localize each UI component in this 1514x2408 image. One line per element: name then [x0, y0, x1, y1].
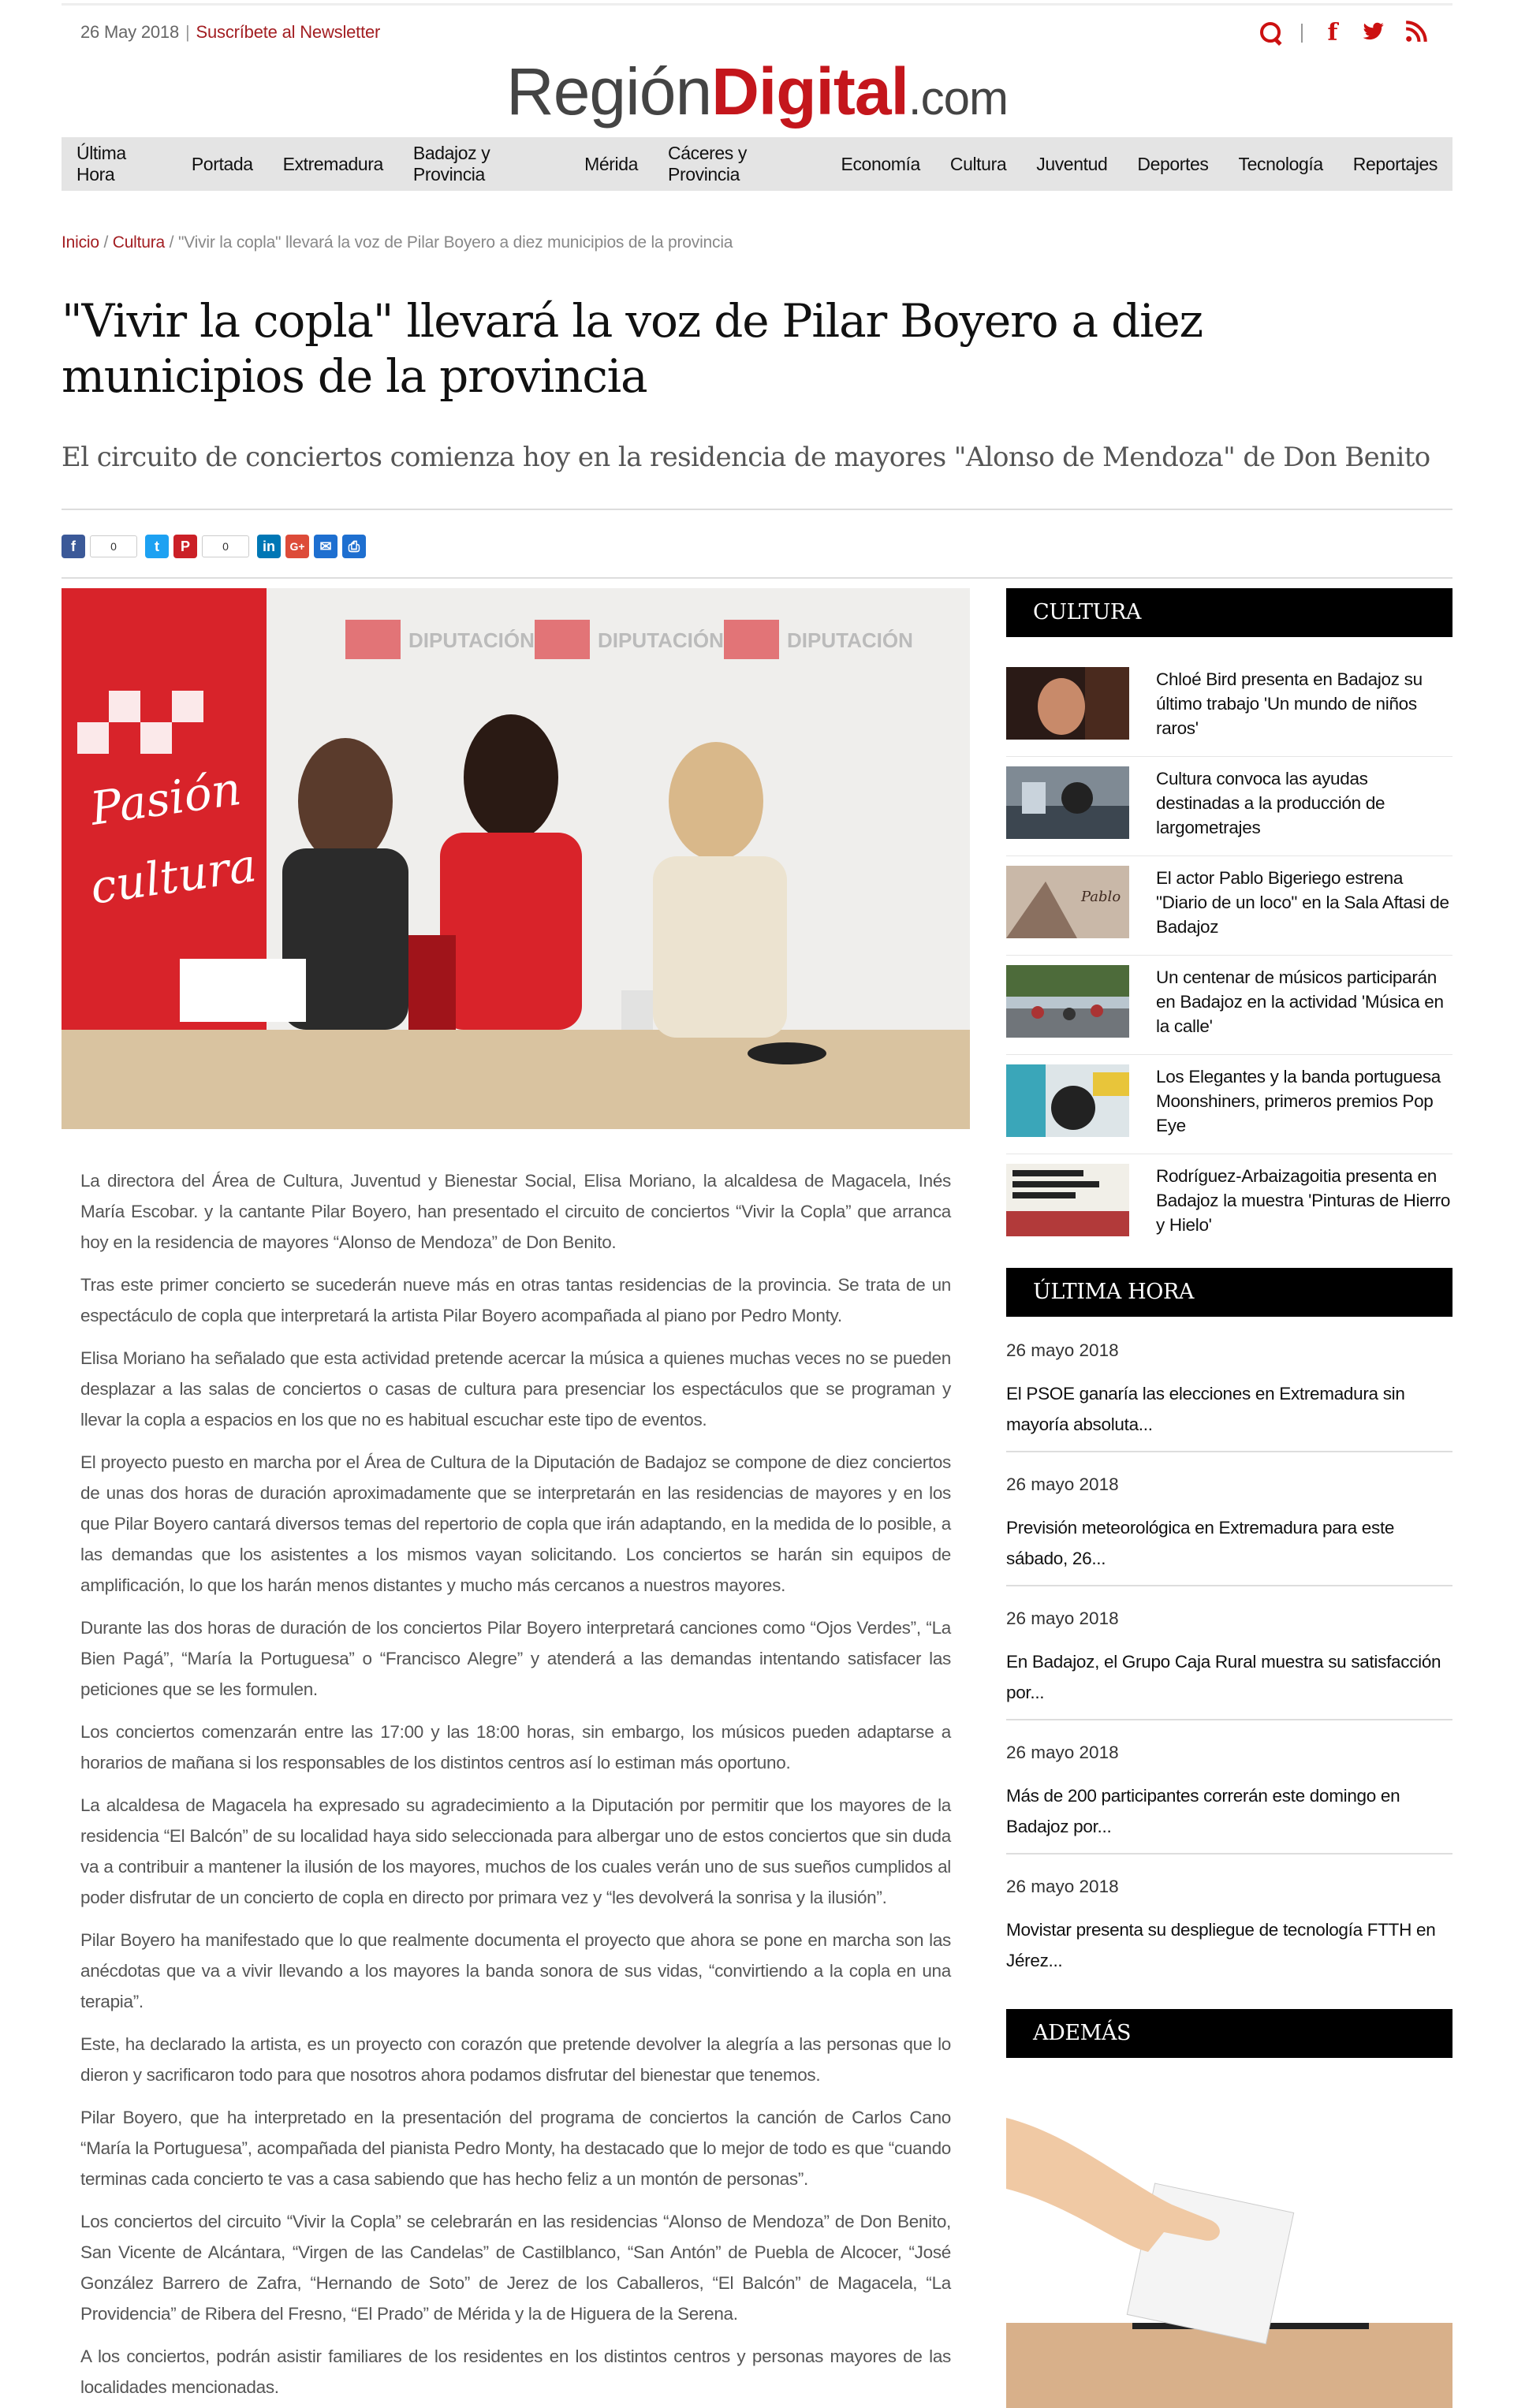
- ultima-hora-title[interactable]: El PSOE ganaría las elecciones en Extremadura sin mayoría absoluta...: [1006, 1384, 1405, 1434]
- svg-text:DIPUTACIÓN: DIPUTACIÓN: [598, 628, 724, 652]
- ultima-hora-item[interactable]: [1006, 1877, 1452, 1987]
- article-paragraph: Tras este primer concierto se sucederán nueve más en otras tantas residencias de la provincia. Se trata de un espectáculo de copla que interpretará la artista Pilar Boyero acompañada al piano por Pedro Monty.: [80, 1275, 951, 1325]
- nav-item-extremadura[interactable]: Extremadura: [282, 153, 383, 174]
- nav-item-portada[interactable]: Portada: [191, 153, 253, 174]
- top-icons: [1259, 21, 1430, 46]
- article-paragraph: Pilar Boyero ha manifestado que lo que realmente documenta el proyecto que ahora se pone en marcha son las anécdotas que va a vivir llevando a los mayores la banda sonora de sus vidas, “convirtiendo a la copla en una terapia”.: [80, 1930, 951, 2011]
- nav-item-juventud[interactable]: Juventud: [1036, 153, 1108, 174]
- article-paragraph: Este, ha declarado la artista, es un proyecto con corazón que pretende devolver la alegría a las personas que lo dieron y sacrificaron todo para que nosotros ahora podamos disfrutar del bienestar que tenemos.: [80, 2034, 951, 2085]
- share-bar: [62, 535, 366, 558]
- cultura-thumbnail[interactable]: [1006, 1064, 1129, 1137]
- newsletter-link[interactable]: Suscríbete al Newsletter: [196, 22, 381, 42]
- divider: [62, 577, 1452, 579]
- svg-text:Pasión: Pasión: [87, 761, 244, 836]
- article-photo: [62, 588, 970, 1129]
- facebook-share-count: 0: [90, 535, 137, 557]
- linkedin-share-icon[interactable]: in: [257, 535, 281, 558]
- article-subtitle: El circuito de conciertos comienza hoy en la residencia de mayores "Alonso de Mendoza" de Don Benito: [62, 442, 1430, 473]
- divider: [62, 509, 1452, 510]
- article-paragraph: Los conciertos comenzarán entre las 17:00 y las 18:00 horas, sin embargo, los músicos pueden adaptarse a horarios de mañana si los responsables de los distintos centros así lo estiman más oportuno.: [80, 1722, 951, 1772]
- cultura-item-title[interactable]: Los Elegantes y la banda portuguesa Moonshiners, primeros premios Pop Eye: [1156, 1067, 1441, 1135]
- ultima-hora-title[interactable]: Movistar presenta su despliegue de tecnología FTTH en Jérez...: [1006, 1920, 1436, 1970]
- cultura-thumbnail[interactable]: [1006, 1164, 1129, 1236]
- ultima-hora-date: 26 mayo 2018: [1006, 1474, 1119, 1494]
- facebook-share-icon[interactable]: f: [62, 535, 85, 558]
- ultima-hora-date: 26 mayo 2018: [1006, 1608, 1119, 1628]
- cultura-item-title[interactable]: El actor Pablo Bigeriego estrena "Diario de un loco" en la Sala Aftasi de Badajoz: [1156, 868, 1449, 937]
- cultura-thumbnail[interactable]: [1006, 667, 1129, 740]
- article-paragraph: La directora del Área de Cultura, Juventud y Bienestar Social, Elisa Moriano, la alcaldesa de Magacela, Inés María Escobar. y la cantante Pilar Boyero, han presentado el circuito de conciertos “Vivir la Copla” que arranca hoy en la residencia de mayores “Alonso de Mendoza” de Don Benito.: [80, 1171, 951, 1252]
- twitter-share-icon[interactable]: t: [145, 535, 169, 558]
- print-share-icon[interactable]: ⎙: [342, 535, 366, 558]
- article-paragraph: Los conciertos del circuito “Vivir la Copla” se celebrarán en las residencias “Alonso de Mendoza” de Don Benito, San Vicente de Alcántara, “Virgen de las Candelas” de Castilblanco, “San Antón” de Puebla de Alcocer, “José González Barrero de Zafra, “Hernando de Soto” de Jerez de los Caballeros, “El Balcón” de Magacela, “La Providencia” de Ribera del Fresno, “El Prado” de Mérida y la de Higuera de la Serena.: [80, 2212, 951, 2324]
- email-share-icon[interactable]: ✉: [314, 535, 337, 558]
- logo-part-digital: Digital: [711, 54, 908, 129]
- cultura-list: [1006, 659, 1452, 1254]
- main-nav: [62, 137, 1452, 191]
- page: [62, 0, 1452, 2408]
- article-paragraph: La alcaldesa de Magacela ha expresado su agradecimiento a la Diputación por permitir que los mayores de la residencia “El Balcón” de su localidad haya sido seleccionada para albergar uno de estos conciertos que sin duda va a contribuir a mantener la ilusión de los mayores, muchos de los cuales verán uno de sus sueños cumplidos al poder disfrutar de un concierto de copla en directo por primara vez y “les devolverá la sonrisa y la ilusión”.: [80, 1795, 951, 1907]
- article-paragraph: Elisa Moriano ha señalado que esta actividad pretende acercar la música a quienes muchas veces no se pueden desplazar a las salas de conciertos o casas de cultura para presenciar los espectáculos que se programan y llevar la copla a espacios en los que no es habitual escuchar este tipo de eventos.: [80, 1348, 951, 1430]
- logo-part-region: Región: [506, 54, 712, 129]
- breadcrumb: [62, 233, 733, 252]
- cultura-item[interactable]: [1006, 1057, 1452, 1154]
- sidebar-heading-ultima-hora[interactable]: ÚLTIMA HORA: [1006, 1268, 1452, 1317]
- ultima-hora-item[interactable]: [1006, 1608, 1452, 1720]
- cultura-item[interactable]: [1006, 659, 1452, 757]
- ultima-hora-list: [1006, 1340, 1452, 1987]
- top-bar: [80, 22, 380, 43]
- ultima-hora-date: 26 mayo 2018: [1006, 1877, 1119, 1896]
- nav-item-tecnologia[interactable]: Tecnología: [1238, 153, 1323, 174]
- breadcrumb-sep: /: [165, 233, 178, 252]
- svg-text:DIPUTACIÓN: DIPUTACIÓN: [408, 628, 535, 652]
- top-divider: [62, 3, 1452, 6]
- nav-item-caceres[interactable]: Cáceres y Provincia: [668, 143, 747, 185]
- svg-text:Pablo: Pablo: [1081, 889, 1121, 905]
- breadcrumb-section[interactable]: Cultura: [112, 233, 166, 252]
- article-paragraph: El proyecto puesto en marcha por el Área de Cultura de la Diputación de Badajoz se compone de diez conciertos de unas dos horas de duración aproximadamente que se interpretarán en las residencias de mayores y en los que Pilar Boyero cantará diversos temas del repertorio de copla que irán adaptando, en la medida de lo posible, a las demandas que los asistentes a los mismos vayan solicitando. Los conciertos se harán sin equipos de amplificación, lo que los harán menos distantes y mucho más cercanos a nuestros mayores.: [80, 1452, 951, 1595]
- logo-part-com: .com: [908, 72, 1008, 125]
- pinterest-share-icon[interactable]: P: [173, 535, 197, 558]
- article-title: "Vivir la copla" llevará la voz de Pilar Boyero a diez municipios de la provincia: [62, 294, 1203, 403]
- ultima-hora-date: 26 mayo 2018: [1006, 1340, 1119, 1360]
- cultura-thumbnail[interactable]: [1006, 766, 1129, 839]
- ultima-hora-item[interactable]: [1006, 1474, 1452, 1586]
- article-paragraph: Pilar Boyero, que ha interpretado en la presentación del programa de conciertos la canción de Carlos Cano “María la Portuguesa”, acompañada del pianista Pedro Monty, ha destacado que lo mejor de todo es que “cuando terminas cada concierto te vas a casa sabiendo que has hecho feliz a un montón de personas”.: [80, 2108, 951, 2189]
- facebook-icon[interactable]: f: [1327, 19, 1338, 47]
- sidebar: [1006, 588, 1452, 2408]
- cultura-item-title[interactable]: Cultura convoca las ayudas destinadas a la producción de largometrajes: [1156, 769, 1385, 837]
- ultima-hora-item[interactable]: [1006, 1743, 1452, 1854]
- ultima-hora-title[interactable]: Previsión meteorológica en Extremadura para este sábado, 26...: [1006, 1518, 1395, 1568]
- cultura-thumbnail[interactable]: [1006, 866, 1129, 938]
- nav-item-deportes[interactable]: Deportes: [1137, 153, 1209, 174]
- cultura-item[interactable]: [1006, 858, 1452, 956]
- rss-icon[interactable]: [1405, 21, 1430, 46]
- ultima-hora-title[interactable]: En Badajoz, el Grupo Caja Rural muestra su satisfacción por...: [1006, 1652, 1441, 1702]
- nav-item-ultima-hora[interactable]: Última Hora: [76, 143, 126, 185]
- cultura-item[interactable]: [1006, 957, 1452, 1055]
- nav-item-merida[interactable]: Mérida: [584, 153, 638, 174]
- ultima-hora-title[interactable]: Más de 200 participantes correrán este domingo en Badajoz por...: [1006, 1786, 1400, 1836]
- top-separator: |: [185, 22, 190, 42]
- article-paragraph: A los conciertos, podrán asistir familiares de los residentes en los distintos centros y personas mayores de las localidades mencionadas.: [80, 2346, 951, 2397]
- sidebar-heading-ademas[interactable]: ADEMÁS: [1006, 2009, 1452, 2058]
- search-icon[interactable]: [1259, 21, 1284, 46]
- nav-item-badajoz[interactable]: Badajoz y Provincia: [412, 143, 490, 185]
- twitter-icon[interactable]: [1363, 21, 1388, 46]
- breadcrumb-current: "Vivir la copla" llevará la voz de Pilar Boyero a diez municipios de la provincia: [177, 233, 733, 252]
- ademas-image[interactable]: [1006, 2086, 1452, 2408]
- site-logo[interactable]: [62, 54, 1452, 130]
- svg-text:DIPUTACIÓN: DIPUTACIÓN: [787, 628, 913, 652]
- breadcrumb-home[interactable]: Inicio: [62, 233, 99, 252]
- nav-item-reportajes[interactable]: Reportajes: [1352, 153, 1438, 174]
- cultura-thumbnail[interactable]: [1006, 965, 1129, 1038]
- icon-divider: [1301, 24, 1303, 43]
- cultura-item[interactable]: [1006, 1156, 1452, 1254]
- current-date: 26 May 2018: [80, 22, 179, 42]
- sidebar-heading-cultura[interactable]: CULTURA: [1006, 588, 1452, 637]
- cultura-item[interactable]: [1006, 759, 1452, 856]
- nav-item-economia[interactable]: Economía: [841, 153, 920, 174]
- ultima-hora-date: 26 mayo 2018: [1006, 1743, 1119, 1762]
- article-paragraph: Durante las dos horas de duración de los conciertos Pilar Boyero interpretará canciones como “Ojos Verdes”, “La Bien Pagá”, “María la Portuguesa” o “Francisco Alegre” y atenderá a las demandas intentando satisfacer las peticiones que se les formulen.: [80, 1618, 951, 1699]
- breadcrumb-sep: /: [99, 233, 113, 252]
- svg-text:cultura: cultura: [87, 838, 260, 915]
- cultura-item-title[interactable]: Chloé Bird presenta en Badajoz su último trabajo 'Un mundo de niños raros': [1156, 669, 1423, 738]
- ultima-hora-item[interactable]: [1006, 1340, 1452, 1452]
- cultura-item-title[interactable]: Rodríguez-Arbaizagoitia presenta en Badajoz la muestra 'Pinturas de Hierro y Hielo': [1156, 1166, 1451, 1235]
- googleplus-share-icon[interactable]: G+: [285, 535, 309, 558]
- article-body: [80, 1165, 951, 2408]
- nav-item-cultura[interactable]: Cultura: [949, 153, 1007, 174]
- pinterest-share-count: 0: [202, 535, 249, 557]
- cultura-item-title[interactable]: Un centenar de músicos participarán en Badajoz en la actividad 'Música en la calle': [1156, 967, 1444, 1036]
